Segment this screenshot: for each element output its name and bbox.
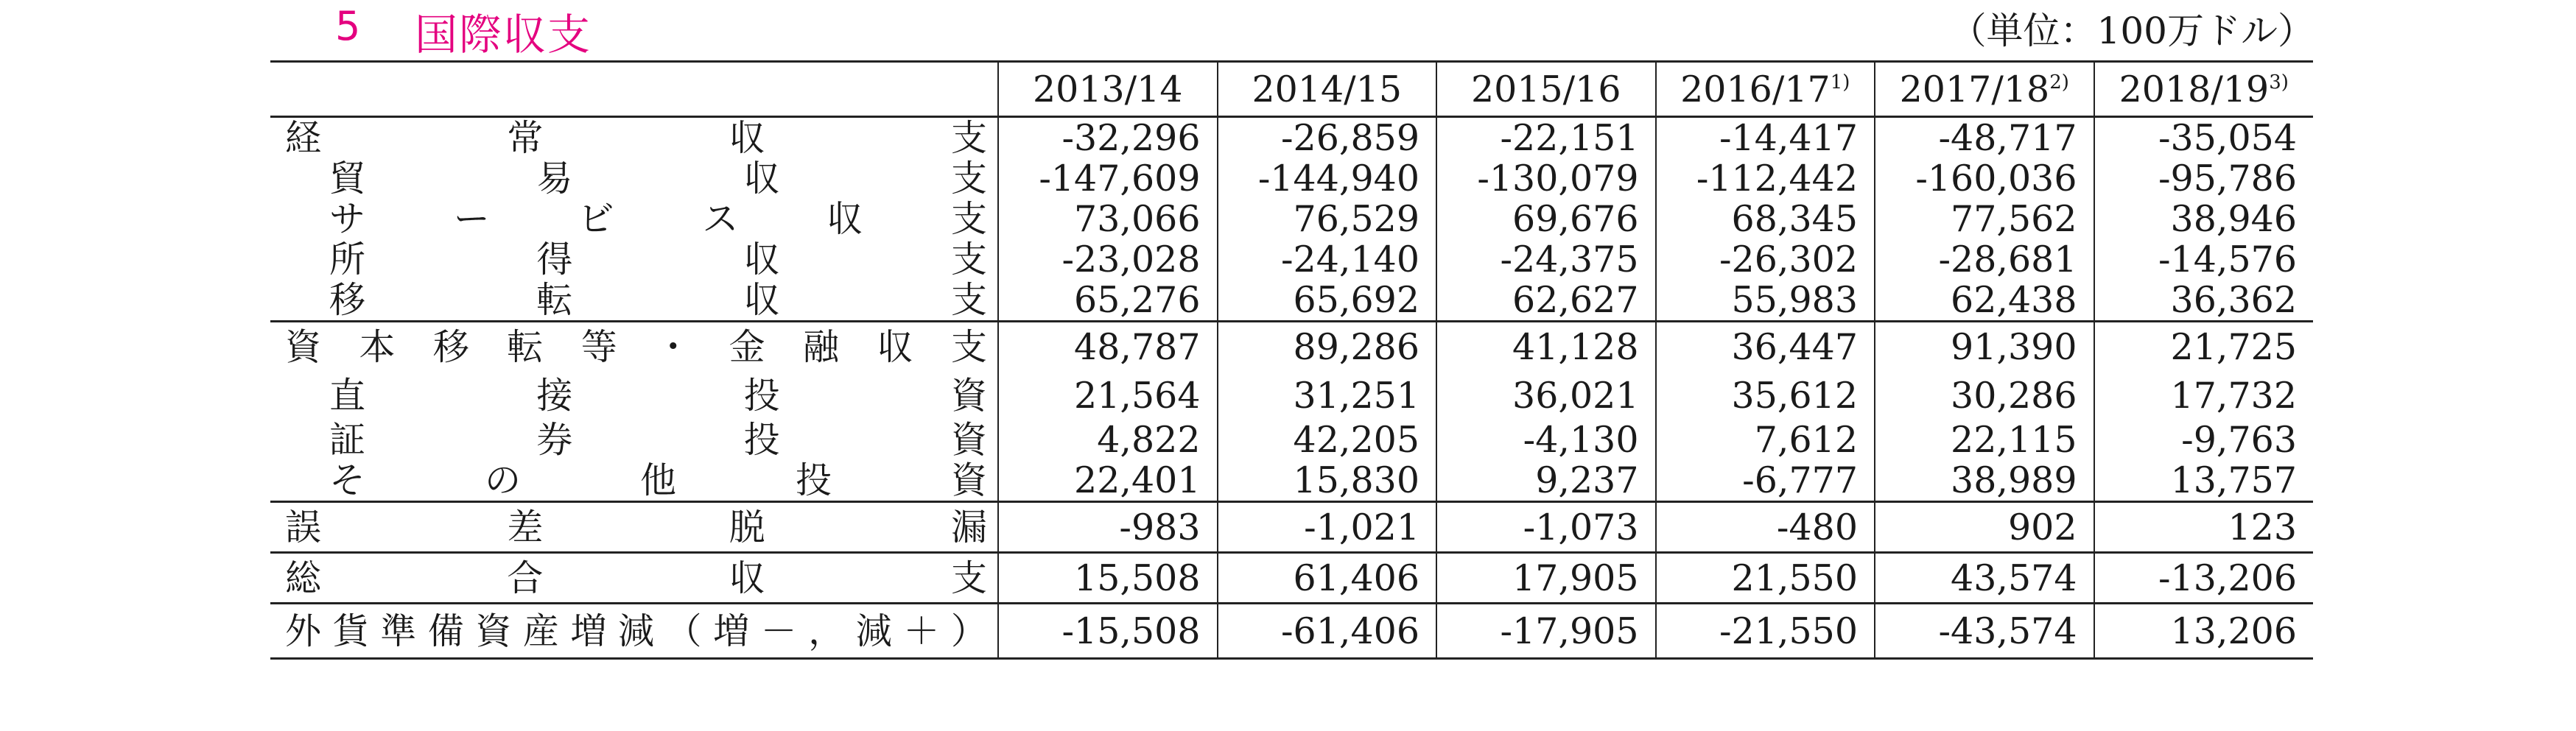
row-label-cell: [270, 239, 998, 280]
value-cell: -26,302: [1656, 239, 1875, 280]
row-label: 総 合 収 支: [285, 557, 987, 599]
value-cell: -21,550: [1656, 604, 1875, 659]
column-year: 2013/14: [1032, 68, 1183, 110]
value-cell: 7,612: [1656, 420, 1875, 460]
column-header: [1656, 62, 1875, 117]
value-cell: -17,905: [1436, 604, 1656, 659]
value-cell: 38,946: [2094, 199, 2314, 239]
value-cell: 73,066: [998, 199, 1218, 239]
column-year: 2017/18: [1899, 68, 2050, 110]
value-cell: 55,983: [1656, 280, 1875, 322]
header-row: [270, 62, 2313, 117]
unit-note: （単位：100万ドル）: [1949, 10, 2314, 52]
value-cell: -23,028: [998, 239, 1218, 280]
column-header: [1875, 62, 2094, 117]
value-cell: 4,822: [998, 420, 1218, 460]
column-header: [998, 62, 1218, 117]
row-label-cell: [270, 502, 998, 553]
table-row: [270, 553, 2313, 604]
row-label-cell: [270, 420, 998, 460]
value-cell: 17,732: [2094, 371, 2314, 420]
table-row: [270, 199, 2313, 239]
value-cell: -28,681: [1875, 239, 2094, 280]
value-cell: -112,442: [1656, 158, 1875, 199]
value-cell: -4,130: [1436, 420, 1656, 460]
row-label-cell: [270, 117, 998, 159]
column-header: [1436, 62, 1656, 117]
row-label-cell: [270, 158, 998, 199]
value-cell: -13,206: [2094, 553, 2314, 604]
value-cell: 91,390: [1875, 322, 2094, 372]
value-cell: 38,989: [1875, 460, 2094, 502]
row-label: 誤 差 脱 漏: [285, 506, 987, 548]
value-cell: -144,940: [1218, 158, 1437, 199]
row-label-cell: [270, 604, 998, 659]
value-cell: 123: [2094, 502, 2314, 553]
table-row: [270, 502, 2313, 553]
column-note: 3): [2269, 71, 2289, 93]
value-cell: -61,406: [1218, 604, 1437, 659]
value-cell: 69,676: [1436, 199, 1656, 239]
value-cell: 36,021: [1436, 371, 1656, 420]
value-cell: 76,529: [1218, 199, 1437, 239]
value-cell: 36,362: [2094, 280, 2314, 322]
balance-of-payments-table: [270, 60, 2313, 660]
table-row: [270, 322, 2313, 372]
value-cell: -95,786: [2094, 158, 2314, 199]
value-cell: 902: [1875, 502, 2094, 553]
value-cell: 36,447: [1656, 322, 1875, 372]
value-cell: 62,438: [1875, 280, 2094, 322]
value-cell: 21,725: [2094, 322, 2314, 372]
value-cell: -26,859: [1218, 117, 1437, 159]
column-year: 2016/17: [1680, 68, 1831, 110]
value-cell: 41,128: [1436, 322, 1656, 372]
row-label-cell: [270, 322, 998, 372]
value-cell: -14,576: [2094, 239, 2314, 280]
column-year: 2018/19: [2119, 68, 2270, 110]
row-label: 証 券 投 資: [329, 419, 987, 461]
column-note: 1): [1830, 71, 1850, 93]
value-cell: -48,717: [1875, 117, 2094, 159]
table-row: [270, 371, 2313, 420]
section-title: 国際収支: [415, 10, 592, 60]
column-year: 2014/15: [1252, 68, 1403, 110]
value-cell: 13,757: [2094, 460, 2314, 502]
value-cell: -24,375: [1436, 239, 1656, 280]
value-cell: 77,562: [1875, 199, 2094, 239]
value-cell: -35,054: [2094, 117, 2314, 159]
value-cell: 35,612: [1656, 371, 1875, 420]
value-cell: 65,276: [998, 280, 1218, 322]
table-row: [270, 158, 2313, 199]
value-cell: 43,574: [1875, 553, 2094, 604]
value-cell: -480: [1656, 502, 1875, 553]
row-label: 外 貨 準 備 資 産 増 減 （ 増 － ， 減 ＋ ）: [285, 610, 987, 652]
value-cell: -22,151: [1436, 117, 1656, 159]
value-cell: 48,787: [998, 322, 1218, 372]
column-header: [1218, 62, 1437, 117]
row-label: サ ー ビ ス 収 支: [329, 198, 987, 240]
value-cell: 22,401: [998, 460, 1218, 502]
row-label: 資 本 移 転 等 ・ 金 融 収 支: [285, 325, 987, 368]
value-cell: -14,417: [1656, 117, 1875, 159]
table-row: [270, 460, 2313, 502]
value-cell: -1,073: [1436, 502, 1656, 553]
section-number: 5: [335, 3, 361, 49]
table-row: [270, 117, 2313, 159]
value-cell: 30,286: [1875, 371, 2094, 420]
column-header: [2094, 62, 2314, 117]
row-label: 移 転 収 支: [329, 279, 987, 321]
value-cell: 31,251: [1218, 371, 1437, 420]
value-cell: -9,763: [2094, 420, 2314, 460]
value-cell: 13,206: [2094, 604, 2314, 659]
table-row: [270, 420, 2313, 460]
row-label: 貿 易 収 支: [329, 158, 987, 199]
table-row: [270, 604, 2313, 659]
row-label: 所 得 収 支: [329, 239, 987, 280]
value-cell: 9,237: [1436, 460, 1656, 502]
row-label-cell: [270, 553, 998, 604]
column-year: 2015/16: [1470, 68, 1621, 110]
value-cell: 65,692: [1218, 280, 1437, 322]
table-row: [270, 280, 2313, 322]
value-cell: 21,564: [998, 371, 1218, 420]
value-cell: -983: [998, 502, 1218, 553]
row-label-cell: [270, 371, 998, 420]
value-cell: 42,205: [1218, 420, 1437, 460]
value-cell: -15,508: [998, 604, 1218, 659]
value-cell: -130,079: [1436, 158, 1656, 199]
value-cell: 68,345: [1656, 199, 1875, 239]
row-label-cell: [270, 280, 998, 322]
value-cell: 22,115: [1875, 420, 2094, 460]
value-cell: 15,508: [998, 553, 1218, 604]
value-cell: -32,296: [998, 117, 1218, 159]
value-cell: -1,021: [1218, 502, 1437, 553]
value-cell: -160,036: [1875, 158, 2094, 199]
table-row: [270, 239, 2313, 280]
value-cell: 62,627: [1436, 280, 1656, 322]
value-cell: -43,574: [1875, 604, 2094, 659]
value-cell: 15,830: [1218, 460, 1437, 502]
row-label: 直 接 投 資: [329, 374, 987, 417]
row-label-cell: [270, 460, 998, 502]
value-cell: -24,140: [1218, 239, 1437, 280]
value-cell: -6,777: [1656, 460, 1875, 502]
value-cell: -147,609: [998, 158, 1218, 199]
value-cell: 89,286: [1218, 322, 1437, 372]
value-cell: 61,406: [1218, 553, 1437, 604]
value-cell: 17,905: [1436, 553, 1656, 604]
header-blank-cell: [270, 62, 998, 117]
row-label-cell: [270, 199, 998, 239]
row-label: そ の 他 投 資: [329, 459, 987, 501]
row-label: 経 常 収 支: [285, 117, 987, 159]
value-cell: 21,550: [1656, 553, 1875, 604]
column-note: 2): [2049, 71, 2069, 93]
